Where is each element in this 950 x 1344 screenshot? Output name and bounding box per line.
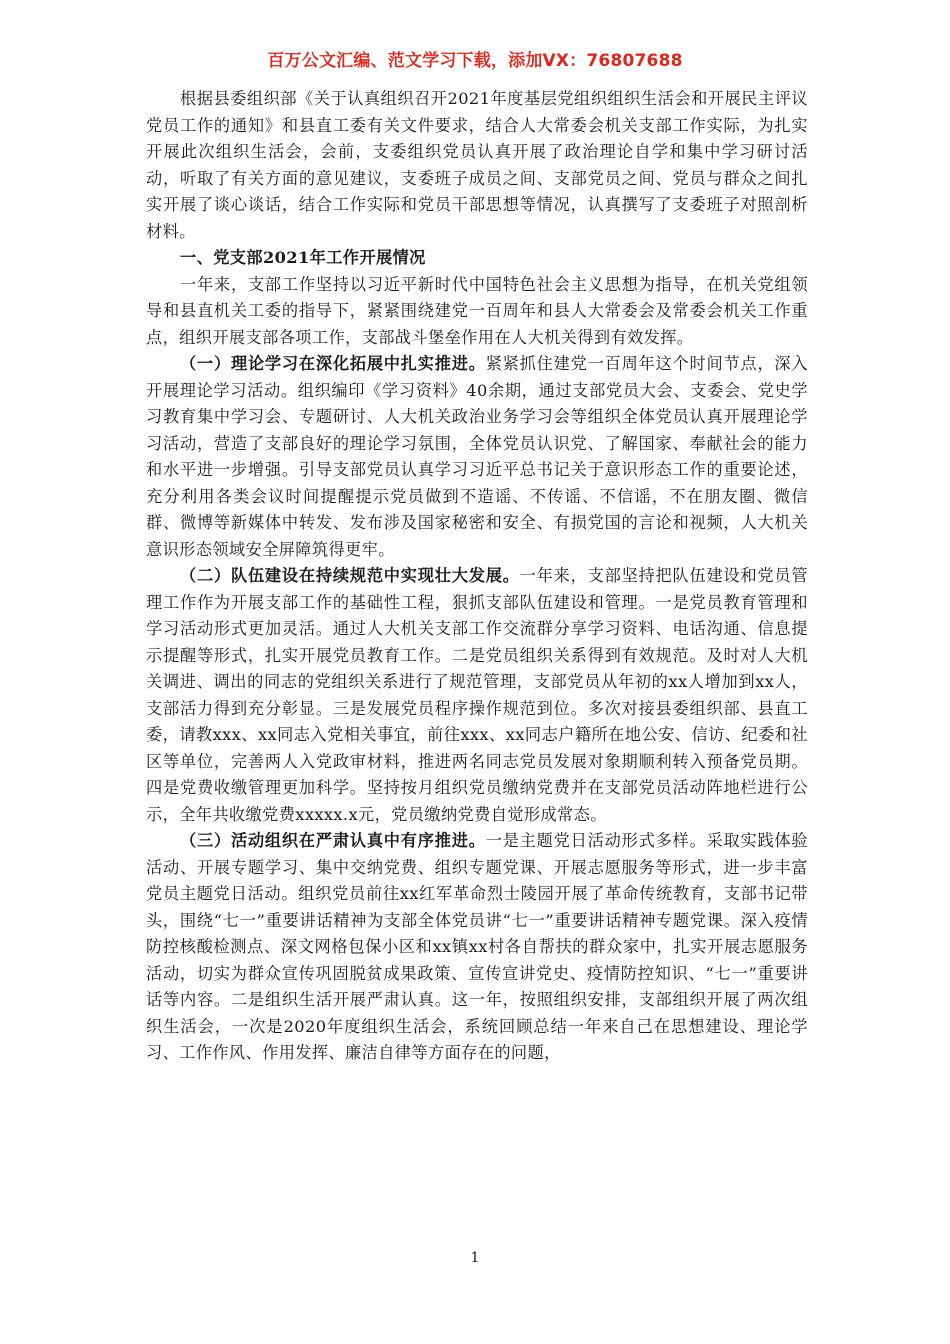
header-banner: 百万公文汇编、范文学习下载，添加VX：76807688 [267, 51, 683, 71]
subsection-2-title: （二）队伍建设在持续规范中实现壮大发展。 [180, 566, 520, 585]
document-body [146, 86, 808, 1067]
subsection-2-text: 一年来，支部坚持把队伍建设和党员管理工作作为开展支部工作的基础性工程，狠抓支部队伍建设和管理。一是党员教育管理和学习活动形式更加灵活。通过人大机关支部工作交流群分享学习资料、电话沟通、信息提示提醒等形式，扎实开展党员教育工作。二是党员组织关系得到有效规范。及时对人大机关调进、调出的同志的党组织关系进行了规范管理，支部党员从年初的xx人增加到xx人，支部活力得到充分彰显。三是发展党员程序操作规范到位。多次对接县委组织部、县直工委，请教xxx、xx同志入党相关事宜，前往xxx、xx同志户籍所在地公安、信访、纪委和社区等单位，完善两人入党政审材料，推进两名同志党员发展对象期顺利转入预备党员期。四是党费收缴管理更加科学。坚持按月组织党员缴纳党费并在支部党员活动阵地栏进行公示，全年共收缴党费xxxxx.x元，党员缴纳党费自觉形成常态。 [146, 566, 808, 824]
subsection-3 [146, 828, 808, 1067]
section-paragraph: 一年来，支部工作坚持以习近平新时代中国特色社会主义思想为指导，在机关党组领导和县直机关工委的指导下，紧紧围绕建党一百周年和县人大常委会及常委会机关工作重点，组织开展支部各项工作，支部战斗堡垒作用在人大机关得到有效发挥。 [146, 274, 808, 347]
subsection-1-title: （一）理论学习在深化拓展中扎实推进。 [180, 354, 486, 373]
page-number: 1 [470, 1250, 480, 1266]
subsection-3-title: （三）活动组织在严肃认真中有序推进。 [180, 831, 486, 850]
section-heading: 一、党支部2021年工作开展情况 [180, 248, 426, 267]
subsection-1 [146, 351, 808, 563]
subsection-1-text: 紧紧抓住建党一百周年这个时间节点，深入开展理论学习活动。组织编印《学习资料》40余期，通过支部党员大会、支委会、党史学习教育集中学习会、专题研讨、人大机关政治业务学习会等组织全体党员认真开展理论学习活动，营造了支部良好的理论学习氛围，全体党员认识党、了解国家、奉献社会的能力和水平进一步增强。引导支部党员认真学习习近平总书记关于意识形态工作的重要论述，充分利用各类会议时间提醒提示党员做到不造谣、不传谣、不信谣，不在朋友圈、微信群、微博等新媒体中转发、发布涉及国家秘密和安全、有损党国的言论和视频，人大机关意识形态领域安全屏障筑得更牢。 [146, 354, 808, 559]
subsection-2 [146, 563, 808, 828]
intro-paragraph: 根据县委组织部《关于认真组织召开2021年度基层党组织组织生活会和开展民主评议党员工作的通知》和县直工委有关文件要求，结合人大常委会机关支部工作实际，为扎实开展此次组织生活会，会前，支委组织党员认真开展了政治理论自学和集中学习研讨活动，听取了有关方面的意见建议，支委班子成员之间、支部党员之间、党员与群众之间扎实开展了谈心谈话，结合工作实际和党员干部思想等情况，认真撰写了支委班子对照剖析材料。 [146, 89, 808, 241]
subsection-3-text: 一是主题党日活动形式多样。采取实践体验活动、开展专题学习、集中交纳党费、组织专题党课、开展志愿服务等形式，进一步丰富党员主题党日活动。组织党员前往xx红军革命烈士陵园开展了革命传统教育，支部书记带头，围绕“七一”重要讲话精神为支部全体党员讲“七一”重要讲话精神专题党课。深入疫情防控核酸检测点、深文网格包保小区和xx镇xx村各自帮扶的群众家中，扎实开展志愿服务活动，切实为群众宣传巩固脱贫成果政策、宣传宣讲党史、疫情防控知识、“七一”重要讲话等内容。二是组织生活开展严肃认真。这一年，按照组织安排，支部组织开展了两次组织生活会，一次是2020年度组织生活会，系统回顾总结一年来自己在思想建设、理论学习、工作作风、作用发挥、廉洁自律等方面存在的问题， [146, 831, 808, 1062]
